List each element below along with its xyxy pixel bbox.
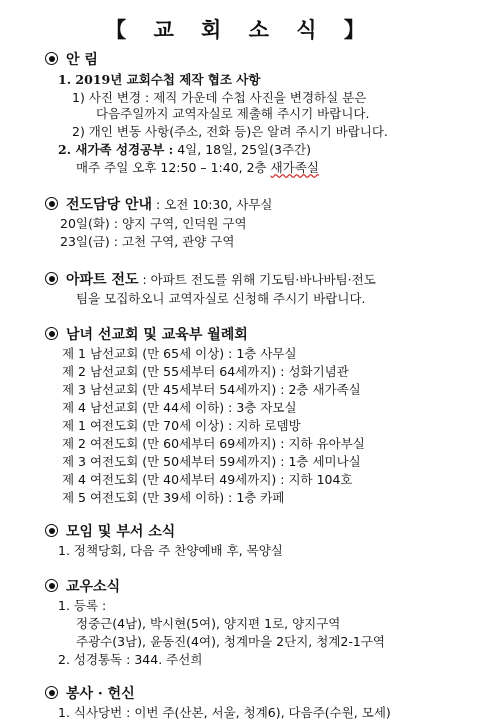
section-evangelism-heading: 전도담당 안내 : 오전 10:30, 사무실 [45,197,273,213]
bullet-icon [45,272,58,285]
bullet-icon [45,197,58,210]
item-notebook-sub1: 1) 사진 변경 : 제직 가운데 수첩 사진을 변경하실 분은 [72,90,367,105]
meeting-row: 제 3 여전도회 (만 50세부터 59세까지) : 1층 세미나실 [62,454,361,469]
evangelism-line1: 20일(화) : 양지 구역, 인덕원 구역 [60,216,247,231]
section-meetings-heading: 남녀 선교회 및 교육부 월례회 [45,327,248,343]
section-members-heading: 교우소식 [45,579,120,595]
members-line2: 정중근(4남), 박시현(5여), 양지편 1로, 양지구역 [76,616,341,631]
members-line3: 주광수(3남), 윤동진(4여), 청계마을 2단지, 청계2-1구역 [76,634,385,649]
item-notebook-sub2: 2) 개인 변동 사항(주소, 전화 등)은 알려 주시기 바랍니다. [72,124,388,139]
meeting-row: 제 2 남선교회 (만 55세부터 64세까지) : 성화기념관 [62,364,349,379]
item-notebook-sub1-cont: 다음주일까지 교역자실로 제출해 주시기 바랍니다. [96,106,370,121]
bullet-icon [45,327,58,340]
meeting-row: 제 5 여전도회 (만 39세 이하) : 1층 카페 [62,490,285,505]
bullet-icon [45,524,58,537]
item-newcomer-time: 매주 주일 오후 12:50 – 1:40, 2층 새가족실 [76,160,319,175]
meeting-row: 제 3 남선교회 (만 45세부터 54세까지) : 2층 새가족실 [62,382,361,397]
meeting-row: 제 4 남선교회 (만 44세 이하) : 3층 자모실 [62,400,297,415]
bullet-icon [45,52,58,65]
apartment-line2: 팀을 모집하오니 교역자실로 신청해 주시기 바랍니다. [76,291,366,306]
meeting-row: 제 2 여전도회 (만 60세부터 69세까지) : 지하 유아부실 [62,436,365,451]
meeting-row: 제 1 여전도회 (만 70세 이상) : 지하 로뎀방 [62,418,301,433]
meeting-row: 제 4 여전도회 (만 40세부터 49세까지) : 지하 104호 [62,472,353,487]
bullet-icon [45,686,58,699]
section-announcements-heading: 안 림 [45,52,98,68]
section-service-heading: 봉사 · 헌신 [45,686,135,702]
service-line1: 1. 식사당번 : 이번 주(산본, 서울, 청계6), 다음주(수원, 모세) [58,705,391,720]
groups-line1: 1. 정책당회, 다음 주 찬양예배 후, 목양실 [58,543,283,558]
page-title: 【 교 회 소 식 】 [105,17,375,42]
evangelism-line2: 23일(금) : 고천 구역, 관양 구역 [60,234,235,249]
section-apartment-heading: 아파트 전도 : 아파트 전도를 위해 기도팀·바나바팀·전도 [45,272,376,288]
meeting-row: 제 1 남선교회 (만 65세 이상) : 1층 사무실 [62,346,297,361]
item-newcomer-study: 2. 새가족 성경공부 : 4일, 18일, 25일(3주간) [58,142,311,157]
bullet-icon [45,579,58,592]
members-line1: 1. 등록 : [58,598,107,613]
item-notebook-title: 1. 2019년 교회수첩 제작 협조 사항 [58,72,261,87]
members-line4: 2. 성경통독 : 344. 주선희 [58,652,203,667]
section-groups-heading: 모임 및 부서 소식 [45,524,175,540]
